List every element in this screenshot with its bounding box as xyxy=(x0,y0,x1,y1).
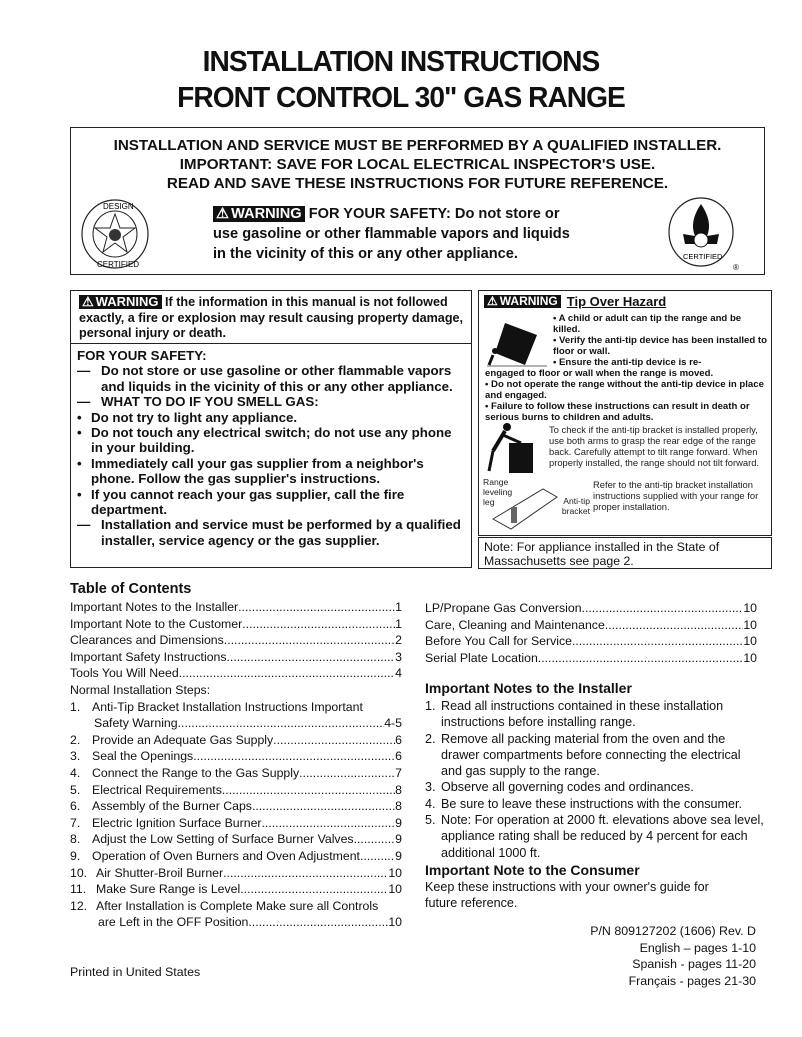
note-text: Be sure to leave these instructions with the consumer. xyxy=(441,796,743,811)
dot-leader xyxy=(252,798,395,815)
item-mark: • xyxy=(77,486,82,502)
tip-bullet: • A child or adult can tip the range and be killed. xyxy=(553,313,742,335)
tip-bullet: engaged to floor or wall when the range is moved. xyxy=(485,368,714,379)
dot-leader xyxy=(273,732,395,749)
item-text: Do not try to light any appliance. xyxy=(91,409,298,425)
toc-entry-number: 12. xyxy=(70,898,88,913)
toc-entry-label: Clearances and Dimensions xyxy=(70,633,224,648)
check-bracket-person-icon xyxy=(485,421,545,475)
installer-note xyxy=(425,779,765,795)
toc-entry-label: Care, Cleaning and Maintenance xyxy=(425,617,605,632)
notice-line: INSTALLATION AND SERVICE MUST BE PERFORMED BY A QUALIFIED INSTALLER. xyxy=(113,137,722,154)
toc-entry-label: LP/Propane Gas Conversion xyxy=(425,601,582,615)
toc-entry-label: Important Note to the Customer xyxy=(70,616,243,631)
warning-label: ⚠ WARNING xyxy=(213,206,305,222)
dot-leader xyxy=(224,632,395,649)
logo-text-certified: CERTIFIED xyxy=(683,252,723,261)
dot-leader xyxy=(240,881,388,898)
toc-entry[interactable] xyxy=(70,898,402,915)
toc-entry[interactable] xyxy=(425,650,757,667)
toc-entry-label: Safety Warning xyxy=(94,716,178,731)
safety-item xyxy=(77,425,465,456)
toc-entry-label: Connect the Range to the Gas Supply xyxy=(92,765,300,780)
toc-entry-number: 2. xyxy=(70,732,81,747)
dot-leader xyxy=(238,599,395,616)
installer-note xyxy=(425,796,765,812)
toc-entry[interactable] xyxy=(70,782,402,799)
installer-notes-list xyxy=(425,698,765,861)
toc-entry-page: 4-5 xyxy=(384,716,402,731)
toc-entry[interactable] xyxy=(425,633,757,650)
item-text: WHAT TO DO IF YOU SMELL GAS: xyxy=(101,394,319,410)
dot-leader xyxy=(605,617,744,634)
tip-bullet: • Failure to follow these instructions can result in death or serious burns to children and adults. xyxy=(485,401,750,423)
dot-leader xyxy=(223,865,388,882)
anti-tip-bracket-label: Anti-tip bracket xyxy=(561,496,590,516)
toc-entry-page: 6 xyxy=(395,749,402,764)
item-mark: — xyxy=(77,394,91,410)
toc-entry-number: 4. xyxy=(70,765,81,780)
toc-entry-page: 2 xyxy=(395,633,402,648)
warning-intro: If the information in this manual is not followed exactly, a fire or explosion may result causing property damage, personal injury or death. xyxy=(79,295,464,340)
toc-right-column xyxy=(425,600,757,666)
dot-leader xyxy=(360,848,395,865)
warning-triangle-icon: ⚠ xyxy=(487,293,498,308)
toc-entry-page: 8 xyxy=(395,799,402,814)
toc-entry-page: 8 xyxy=(395,782,402,797)
safety-item xyxy=(77,410,465,425)
gas-warning-box xyxy=(70,290,472,568)
safety-heading: FOR YOUR SAFETY: xyxy=(77,348,207,363)
massachusetts-note: Note: For appliance installed in the State of Massachusetts see page 2. xyxy=(478,537,772,569)
safety-line: FOR YOUR SAFETY: Do not store or xyxy=(308,206,560,222)
toc-entry[interactable] xyxy=(70,699,402,716)
toc-entry[interactable] xyxy=(425,600,757,617)
dot-leader xyxy=(582,600,744,617)
notice-line: READ AND SAVE THESE INSTRUCTIONS FOR FUTURE REFERENCE. xyxy=(166,175,669,192)
toc-entry-number: 1. xyxy=(70,699,81,714)
language-spanish: Spanish - pages 11-20 xyxy=(632,957,756,971)
toc-entry[interactable] xyxy=(70,865,402,882)
toc-entry[interactable] xyxy=(70,599,402,616)
toc-entry-page: 10 xyxy=(388,915,402,930)
note-text: Observe all governing codes and ordinances. xyxy=(441,780,694,795)
toc-heading: Table of Contents xyxy=(70,581,192,597)
toc-entry-label: Adjust the Low Setting of Surface Burner Valves xyxy=(92,832,354,847)
language-french: Français - pages 21-30 xyxy=(628,973,756,988)
tip-bullet: • Ensure the anti-tip device is re- xyxy=(553,357,702,368)
dot-leader xyxy=(538,650,744,667)
toc-entry-label: Provide an Adequate Gas Supply xyxy=(92,732,274,747)
toc-entry-page: 9 xyxy=(395,848,402,863)
item-mark: • xyxy=(77,425,82,441)
item-mark: • xyxy=(77,409,82,425)
note-text: Read all instructions contained in these installation instructions before installing range. xyxy=(441,699,724,730)
toc-entry-number: 9. xyxy=(70,848,81,863)
tipping-range-icon xyxy=(487,315,549,367)
item-text: Immediately call your gas supplier from a neighbor's phone. Follow the gas supplier's instructions. xyxy=(91,455,424,487)
toc-entry[interactable] xyxy=(70,848,402,865)
dot-leader xyxy=(262,815,396,832)
dot-leader xyxy=(193,748,395,765)
note-number: 1. xyxy=(425,699,436,713)
installer-note xyxy=(425,731,765,780)
toc-entry[interactable] xyxy=(70,632,402,649)
title-line-1: INSTALLATION INSTRUCTIONS xyxy=(202,46,600,78)
toc-entry-label: Operation of Oven Burners and Oven Adjustment xyxy=(92,848,360,863)
toc-entry[interactable] xyxy=(425,617,757,634)
item-mark: — xyxy=(77,517,91,533)
leveling-leg-label: Range leveling leg xyxy=(483,477,513,507)
toc-entry-page: 10 xyxy=(388,882,402,897)
installer-note xyxy=(425,698,765,731)
warning-triangle-icon: ⚠ xyxy=(82,294,94,309)
toc-entry[interactable] xyxy=(70,881,402,898)
toc-entry-page: 3 xyxy=(395,649,402,664)
safety-item xyxy=(77,456,465,487)
toc-entry-label: are Left in the OFF Position xyxy=(98,915,249,930)
toc-entry-page: 7 xyxy=(395,765,402,780)
safety-line: use gasoline or other flammable vapors and liquids xyxy=(213,226,570,242)
toc-entry-label: Assembly of the Burner Caps xyxy=(92,799,252,814)
note-number: 5. xyxy=(425,813,436,828)
warning-triangle-icon: ⚠ xyxy=(216,206,230,222)
csa-certified-flame-logo xyxy=(663,196,743,272)
toc-entry[interactable] xyxy=(70,815,402,832)
part-info xyxy=(590,923,756,989)
toc-entry-number: 6. xyxy=(70,799,81,814)
language-english: English – pages 1-10 xyxy=(639,940,756,955)
item-mark: — xyxy=(77,363,91,379)
toc-entry-label: After Installation is Complete Make sure all Controls xyxy=(96,898,379,913)
item-text: Installation and service must be performed by a qualified installer, service agency or the gas supplier. xyxy=(101,517,461,548)
note-number: 3. xyxy=(425,780,436,795)
logo-text-design: DESIGN xyxy=(103,202,134,211)
dot-leader xyxy=(242,616,395,633)
svg-text:®: ® xyxy=(733,263,739,272)
warning-label: ⚠ WARNING xyxy=(79,295,162,309)
toc-entry-page: 9 xyxy=(395,832,402,847)
toc-entry[interactable] xyxy=(70,665,402,682)
tip-over-hazard-box xyxy=(478,290,772,536)
dot-leader xyxy=(222,782,395,799)
warning-label: ⚠ WARNING xyxy=(484,295,561,308)
tip-over-title: Tip Over Hazard xyxy=(566,294,667,309)
dot-leader xyxy=(227,649,396,666)
installer-note xyxy=(425,812,765,861)
toc-entry-page: 6 xyxy=(395,732,402,747)
toc-entry-label: Seal the Openings xyxy=(92,749,194,764)
safety-item xyxy=(77,363,465,394)
dot-leader xyxy=(179,665,395,682)
toc-entry-page: 10 xyxy=(743,634,757,649)
dot-leader xyxy=(299,765,395,782)
toc-entry[interactable] xyxy=(70,649,402,666)
toc-entry-page: 10 xyxy=(743,601,757,615)
safety-item xyxy=(77,394,465,409)
toc-entry-page: 10 xyxy=(743,650,757,665)
tip-bullet: • Verify the anti-tip device has been installed to floor or wall. xyxy=(553,335,767,357)
toc-entry[interactable] xyxy=(70,715,402,732)
toc-entry-label: Important Safety Instructions xyxy=(70,649,227,664)
dot-leader xyxy=(572,633,743,650)
toc-entry-label: Electric Ignition Surface Burner xyxy=(92,815,262,830)
toc-entry-label: Before You Call for Service xyxy=(425,634,572,649)
toc-entry-page: 10 xyxy=(743,617,757,632)
item-text: Do not touch any electrical switch; do not use any phone in your building. xyxy=(91,425,452,456)
safety-item xyxy=(77,517,465,548)
toc-entry-label: Tools You Will Need xyxy=(70,666,179,681)
toc-entry[interactable] xyxy=(70,831,402,848)
safety-line: in the vicinity of this or any other appliance. xyxy=(213,246,518,262)
check-instructions: To check if the anti-tip bracket is installed properly, use both arms to grasp the rear edge of the range back. Carefully attempt to tilt range forward. When properly installed, the range should not tilt forward. xyxy=(549,424,760,468)
notice-line: IMPORTANT: SAVE FOR LOCAL ELECTRICAL INSPECTOR'S USE. xyxy=(179,156,656,173)
toc-entry-number: 5. xyxy=(70,782,81,797)
title-line-2: FRONT CONTROL 30" GAS RANGE xyxy=(177,82,625,114)
toc-entry-number: 7. xyxy=(70,815,81,830)
note-number: 4. xyxy=(425,796,436,811)
dot-leader xyxy=(248,914,388,931)
refer-instructions: Refer to the anti-tip bracket installation instructions supplied with your range for proper installation. xyxy=(593,479,759,512)
dot-leader xyxy=(178,715,385,732)
steps-heading: Normal Installation Steps: xyxy=(70,682,211,697)
item-text: Do not store or use gasoline or other flammable vapors and liquids in the vicinity of this or any other appliance. xyxy=(101,363,453,394)
toc-entry-label: Make Sure Range is Level xyxy=(96,882,241,897)
toc-entry-label: Electrical Requirements xyxy=(92,782,222,797)
customer-note-heading: Important Note to the Consumer xyxy=(425,862,640,878)
toc-entry-page: 10 xyxy=(388,865,402,880)
toc-entry-label: Important Notes to the Installer xyxy=(70,600,239,614)
toc-entry-number: 10. xyxy=(70,865,88,880)
toc-entry[interactable] xyxy=(70,798,402,815)
toc-entry[interactable] xyxy=(70,765,402,782)
toc-entry-page: 9 xyxy=(395,815,402,830)
toc-entry-number: 11. xyxy=(70,882,87,897)
tip-bullet: • Do not operate the range without the anti-tip device in place and engaged. xyxy=(485,379,764,401)
toc-entry[interactable] xyxy=(70,748,402,765)
toc-entry-number: 8. xyxy=(70,832,81,847)
safety-item xyxy=(77,487,465,518)
toc-entry[interactable] xyxy=(70,914,402,931)
toc-entry-label: Anti-Tip Bracket Installation Instructions Important xyxy=(92,699,363,714)
toc-entry-page: 1 xyxy=(395,600,402,614)
toc-entry-number: 3. xyxy=(70,749,81,764)
toc-entry[interactable] xyxy=(70,616,402,633)
toc-entry-label: Air Shutter-Broil Burner xyxy=(96,865,224,880)
installer-notice-box xyxy=(70,127,765,275)
toc-entry-page: 4 xyxy=(395,666,402,681)
part-number: P/N 809127202 (1606) Rev. D xyxy=(590,924,756,938)
item-text: If you cannot reach your gas supplier, call the fire department. xyxy=(91,486,405,518)
note-text: Note: For operation at 2000 ft. elevations above sea level, appliance rating shall be reduced by 4 percent for each additional 1000 ft. xyxy=(441,813,764,860)
customer-note-text: Keep these instructions with your owner's guide for future reference. xyxy=(425,880,709,911)
note-text: Remove all packing material from the oven and the drawer compartments before connecting the electrical and gas supply to the range. xyxy=(441,731,741,779)
toc-entry-page: 1 xyxy=(395,616,402,631)
item-mark: • xyxy=(77,455,82,471)
logo-text-certified: CERTIFIED xyxy=(97,260,140,269)
toc-entry-label: Serial Plate Location xyxy=(425,650,538,665)
toc-left-column xyxy=(70,599,402,931)
installer-notes-heading: Important Notes to the Installer xyxy=(425,680,632,696)
note-number: 2. xyxy=(425,731,436,746)
design-certified-logo xyxy=(79,198,157,270)
toc-entry[interactable] xyxy=(70,732,402,749)
printed-in: Printed in United States xyxy=(70,965,201,979)
dot-leader xyxy=(354,831,396,848)
